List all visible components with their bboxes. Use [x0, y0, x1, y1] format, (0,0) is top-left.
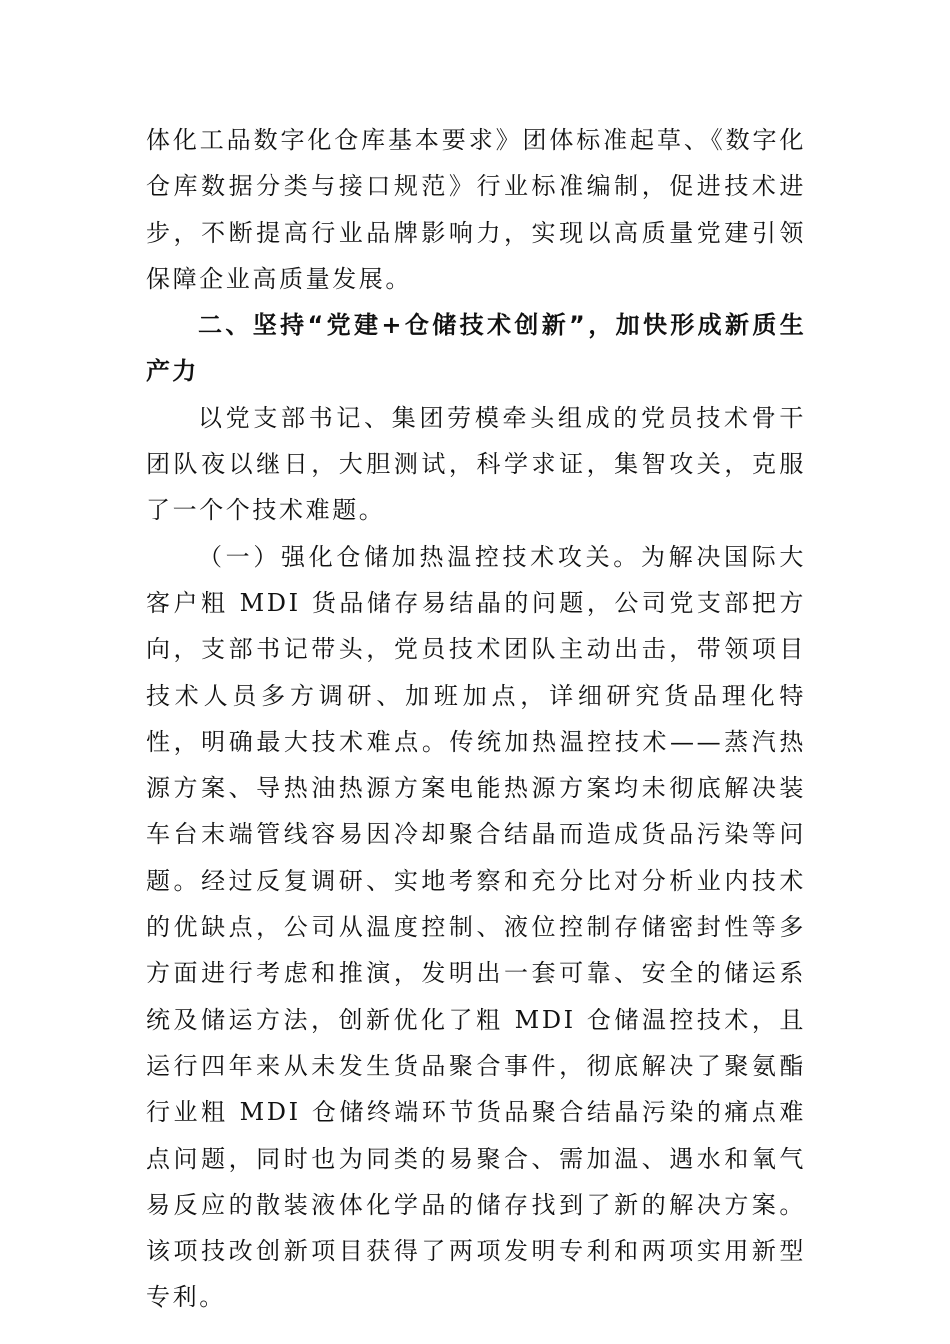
- paragraph-continuation: 体化工品数字化仓库基本要求》团体标准起草、《数字化仓库数据分类与接口规范》行业标准编制，促进技术进步，不断提高行业品牌影响力，实现以高质量党建引领保障企业高质量发展。: [146, 126, 806, 293]
- paragraph-team-intro: 以党支部书记、集团劳模牵头组成的党员技术骨干团队夜以继日，大胆测试，科学求证，集智攻关，克服了一个个技术难题。: [146, 403, 806, 525]
- paragraph-heating-control: （一）强化仓储加热温控技术攻关。为解决国际大客户粗 MDI 货品储存易结晶的问题，公司党支部把方向，支部书记带头，党员技术团队主动出击，带领项目技术人员多方调研、加班加点，详细研究货品理化特性，明确最大技术难点。传统加热温控技术——蒸汽热源方案、导热油热源方案电能热源方案均未彻底解决装车台末端管线容易因冷却聚合结晶而造成货品污染等问题。经过反复调研、实地考察和充分比对分析业内技术的优缺点，公司从温度控制、液位控制存储密封性等多方面进行考虑和推演，发明出一套可靠、安全的储运系统及储运方法，创新优化了粗 MDI 仓储温控技术，且运行四年来从未发生货品聚合事件，彻底解决了聚氨酯行业粗 MDI 仓储终端环节货品聚合结晶污染的痛点难点问题，同时也为同类的易聚合、需加温、遇水和氧气易反应的散装液体化学品的储存找到了新的解决方案。该项技改创新项目获得了两项发明专利和两项实用新型专利。: [146, 542, 806, 1312]
- section-heading: 二、坚持“党建+仓储技术创新”，加快形成新质生产力: [146, 311, 806, 386]
- document-body: [146, 117, 806, 1321]
